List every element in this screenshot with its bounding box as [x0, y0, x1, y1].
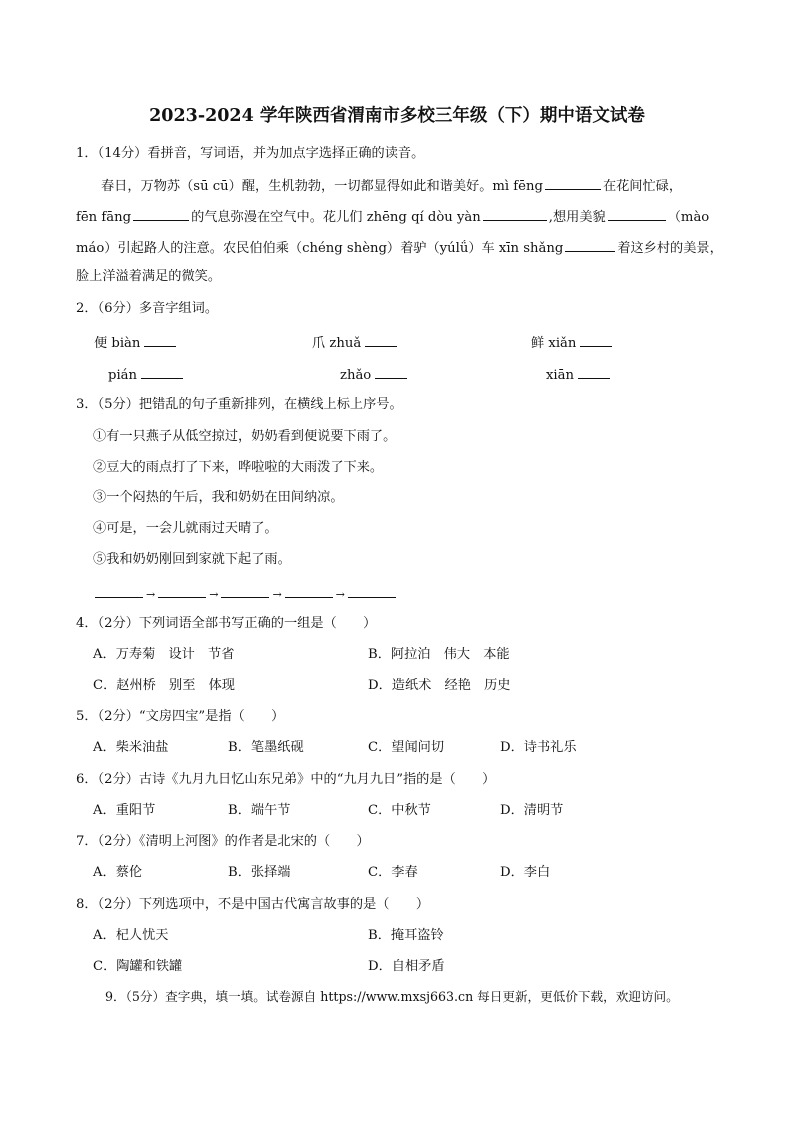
answer-blank[interactable]: [580, 334, 612, 347]
answer-blank[interactable]: [608, 208, 666, 221]
option-a[interactable]: A．重阳节: [93, 803, 156, 818]
answer-blank[interactable]: [365, 334, 397, 347]
answer-blank[interactable]: [578, 366, 610, 379]
option-b[interactable]: B．笔墨纸砚: [228, 740, 304, 755]
option-b[interactable]: B．张择端: [228, 865, 291, 880]
q1-text: máo）引起路人的注意。农民伯伯乘（chéng shèng）着驴（yúlǘ）车 xīn shǎng: [76, 241, 564, 256]
question-1-line-1: [101, 177, 682, 193]
sentence-item: ③一个闷热的午后，我和奶奶在田间纳凉。: [93, 490, 344, 505]
q1-text: 春日，万物苏（sū cū）醒，生机勃勃，一切都显得如此和谐美好。mì fēng: [101, 179, 543, 194]
option-b[interactable]: B．阿拉泊 伟大 本能: [368, 647, 510, 662]
answer-blank[interactable]: [144, 334, 176, 347]
q1-text: fēn fāng: [76, 210, 132, 225]
q1-text: （mào: [667, 210, 710, 225]
question-4-stem: 4．（2分）下列词语全部书写正确的一组是（ ）: [76, 616, 377, 631]
arrow-icon: →: [209, 588, 219, 601]
polyphone-label: 鲜 xiǎn: [531, 336, 577, 351]
option-b[interactable]: B．掩耳盗铃: [368, 928, 444, 943]
question-3-stem: 3．（5分）把错乱的句子重新排列，在横线上标上序号。: [76, 397, 403, 412]
option-d[interactable]: D．自相矛盾: [368, 959, 445, 974]
polyphone-label: zhǎo: [340, 368, 372, 383]
sentence-item: ④可是，一会儿就雨过天晴了。: [93, 521, 278, 536]
arrow-icon: →: [272, 588, 282, 601]
answer-blank[interactable]: [285, 585, 333, 598]
option-c[interactable]: C．李春: [368, 865, 418, 880]
polyphone-item: [531, 334, 614, 350]
question-2-stem: 2．（6分）多音字组词。: [76, 301, 219, 316]
option-d[interactable]: D．造纸术 经艳 历史: [368, 678, 511, 693]
answer-blank[interactable]: [158, 585, 206, 598]
arrow-icon: →: [146, 588, 156, 601]
polyphone-label: 爪 zhuǎ: [312, 336, 362, 351]
option-d[interactable]: D．李白: [500, 865, 551, 880]
option-a[interactable]: A．柴米油盐: [93, 740, 169, 755]
question-1-line-3: [76, 239, 723, 255]
page-title: 2023-2024 学年陕西省渭南市多校三年级（下）期中语文试卷: [149, 106, 645, 126]
option-c[interactable]: C．望闻问切: [368, 740, 445, 755]
order-answer-row: [93, 585, 398, 601]
answer-blank[interactable]: [545, 177, 601, 190]
answer-blank[interactable]: [348, 585, 396, 598]
q1-text: ,想用美貌: [548, 210, 606, 225]
answer-blank[interactable]: [221, 585, 269, 598]
question-1-stem: 1．（14分）看拼音，写词语，并为加点字选择正确的读音。: [76, 146, 425, 161]
question-6-stem: 6．（2分）古诗《九月九日忆山东兄弟》中的“九月九日”指的是（ ）: [76, 772, 496, 787]
question-1-line-2: [76, 208, 709, 224]
q1-text: 的气息弥漫在空气中。花儿们 zhēng qí dòu yàn: [191, 210, 481, 225]
option-c[interactable]: C．赵州桥 别至 体现: [93, 678, 235, 693]
option-b[interactable]: B．端午节: [228, 803, 291, 818]
option-a[interactable]: A．蔡伦: [93, 865, 143, 880]
option-a[interactable]: A．杞人忧天: [93, 928, 169, 943]
answer-blank[interactable]: [375, 366, 407, 379]
question-9-stem: 9．（5分）查字典，填一填。试卷源自 https://www.mxsj663.cn 每日更新，更低价下载，欢迎访问。: [105, 989, 679, 1004]
option-c[interactable]: C．陶罐和铁罐: [93, 959, 183, 974]
q1-text: 着这乡村的美景，: [617, 241, 723, 256]
option-d[interactable]: D．清明节: [500, 803, 564, 818]
answer-blank[interactable]: [565, 239, 615, 252]
polyphone-item: [94, 334, 178, 350]
polyphone-label: 便 biàn: [94, 336, 141, 351]
polyphone-label: pián: [108, 368, 138, 383]
q1-text: 在花间忙碌，: [602, 179, 683, 194]
question-5-stem: 5．（2分）“文房四宝”是指（ ）: [76, 709, 285, 724]
arrow-icon: →: [335, 588, 345, 601]
question-7-stem: 7．（2分）《清明上河图》的作者是北宋的（ ）: [76, 834, 370, 849]
option-c[interactable]: C．中秋节: [368, 803, 431, 818]
option-a[interactable]: A．万寿菊 设计 节省: [93, 647, 235, 662]
answer-blank[interactable]: [141, 366, 183, 379]
polyphone-item: [312, 334, 399, 350]
answer-blank[interactable]: [95, 585, 143, 598]
polyphone-item: [340, 366, 409, 382]
polyphone-label: xiān: [546, 368, 575, 383]
sentence-item: ⑤我和奶奶刚回到家就下起了雨。: [93, 552, 291, 567]
polyphone-item: [108, 366, 185, 382]
option-d[interactable]: D．诗书礼乐: [500, 740, 577, 755]
question-8-stem: 8．（2分）下列选项中，不是中国古代寓言故事的是（ ）: [76, 897, 430, 912]
question-1-line-4: 脸上洋溢着满足的微笑。: [76, 269, 222, 284]
sentence-item: ①有一只燕子从低空掠过，奶奶看到便说要下雨了。: [93, 429, 397, 444]
sentence-item: ②豆大的雨点打了下来，哗啦啦的大雨泼了下来。: [93, 460, 384, 475]
answer-blank[interactable]: [133, 208, 189, 221]
answer-blank[interactable]: [483, 208, 547, 221]
polyphone-item: [546, 366, 612, 382]
